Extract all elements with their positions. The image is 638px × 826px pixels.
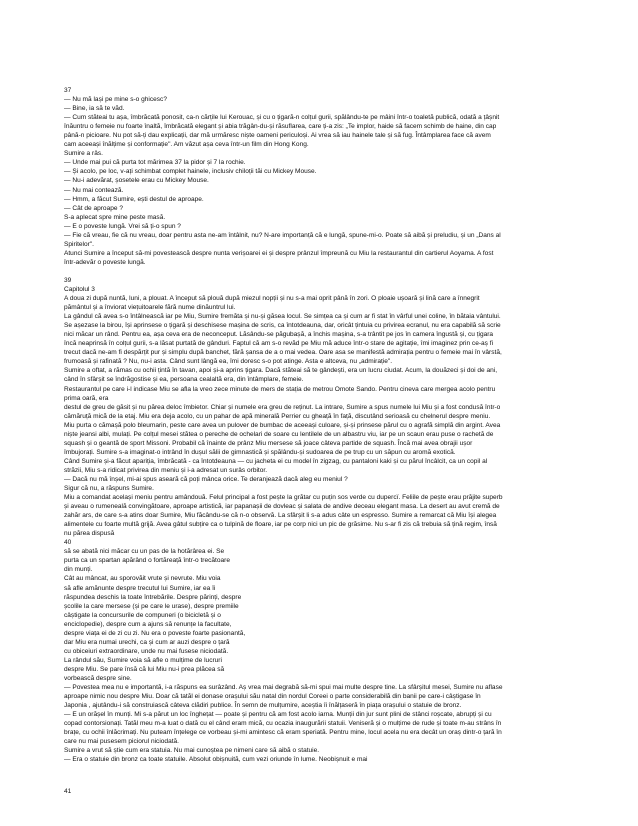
text-line: alimentele cu foarte multă grijă. Avea gâtul subțire ca o tulpină de floare, iar pe corp nici un pic de grăsime. Nu s-ar fi zis că trebuia să țină regim, însă [64,521,497,529]
text-line: — Unde mai pui că purta tot mărimea 37 la pidor și 7 la rochie. [64,159,246,167]
text-line: îmbujorați. Sumire s-a imaginat-o intrând în dușul sălii de gimnastică și spălându-și sudoarea de pe trup cu un săpun cu aromă exotică. [64,448,456,456]
text-line: nu părea dispusă [64,530,115,538]
text-line: Spiritelor". [64,240,94,248]
page-section-39 [64,276,578,765]
text-line: purta ca un spartan apărând o fortăreață într-o trecătoare [64,557,230,565]
text-line: dar Miu era numai urechi, ca și cum ar auzi despre o țară [64,638,230,646]
text-line: când în sfârșit se îndrăgostise și ea, persoana cealaltă era, din întâmplare, femeie. [64,376,304,384]
text-line: Atunci Sumire a început să-mi povestească despre nunta verișoarei ei și despre prânzul împreună cu Miu la restaurantul din cartierul Aoyama. A fost [64,249,494,257]
text-line: școlile la care mersese (și pe care le urase), despre premiile [64,602,239,610]
text-line: S-a aplecat spre mine peste masă. [64,213,166,221]
text-line: — Nu mă lași pe mine s-o ghicesc? [64,96,167,104]
text-line: răspundea deschis la toate întrebările. Despre părinți, despre [64,593,242,601]
text-line: din munți. [64,566,93,574]
page-section-37 [64,86,578,267]
text-line: — Bine, ia să te văd. [64,105,125,113]
page-number: 39 [64,276,72,284]
text-line: Sumire a vrut să știe cum era statuia. Nu mai cunoștea pe nimeni care să aibă o statuie. [64,747,320,755]
text-line: — Era o statuie din bronz ca toate statuile. Absolut obișnuită, cum vezi oriunde în lume. Neobișnuit e mai [64,756,368,764]
text-line: și aveau o rumeneală convingătoare, aproape artistică, iar papanașii de dovleac și salata de andive deceau elegant masa. La desert au avut cremă de [64,503,500,511]
text-line: într-adevăr o poveste lungă. [64,258,146,266]
text-line: Japonia , ajutându-i să construiască câteva clădiri publice. În semn de mulțumire, aceștia îi înălțaseră în piața orașului o statuie de bronz. [64,702,462,710]
text-line: trecut dacă ne-am fi despărțit pur și simplu după banchet, fără șansa de a o mai vedea. Oare asa se manifestă admirația pentru o femeie mai în vârstă, [64,349,502,357]
text-line: care nu mai pusesem piciorul niciodată. [64,738,179,746]
text-line: Sigur că nu, a răspuns Sumire. [64,485,154,493]
section-gap [64,267,578,276]
text-line: zahăr ars, de care s-a atins doar Sumire, Miu făcându-se că n-o observă. La sfârșit li s-a adus câte un espresso. Sumire a remarcat că Miu își alegea [64,512,497,520]
text-line: Când Sumire și-a făcut apariția, îmbrăcată - ca întotdeauna — cu jacheta ei cu model în zigzag, cu pantaloni kaki și cu părul încâlcit, ca un copil al [64,457,488,465]
text-line: vorbească despre sine. [64,675,132,682]
text-line: Sumire a oftat, a rămas cu ochii țintă în tavan, apoi și-a aprins țigara. Dacă stăteai să te gândești, era un lucru ciudat. Acum, la douăzeci și doi de ani, [64,367,498,375]
text-line: cu obiceiuri extraordinare, unde nu mai fusese niciodată. [64,647,229,655]
text-line: — Nu-i adevărat, șosetele erau cu Mickey Mouse. [64,177,209,185]
text-line: La gândul că avea s-o întâlnească iar pe Miu, Sumire fremăta și nu-și găsea locul. Se simțea ca și cum ar fi stat în vârful unei coline, în bătaia vântului. [64,313,501,321]
text-line: despre Miu. Se pare însă că lui Miu nu-i prea plăcea să [64,665,225,673]
text-line: squash și o geantă de sport Missoni. Probabil că înainte de prânz Miu mersese să joace câteva partide de squash. Încă mai avea obrajii ușor [64,439,473,447]
text-line: — Hmm, a făcut Sumire, ești destul de aproape. [64,195,204,203]
text-line: — Povestea mea nu e importantă, i-a răspuns ea surâzând. Aș vrea mai degrabă să-mi spui mai multe despre tine. La sfârșitul mesei, Sumire nu aflase [64,684,503,692]
footer-page-number: 41 [64,788,72,795]
text-line: să se abată nici măcar cu un pas de la hotărârea ei. Se [64,548,225,556]
text-line: înăuntru o femeie nu foarte înaltă, îmbrăcată elegant și abia trăgân-du-și răsuflarea, care ți-a zis: „Te implor, haide să facem schimb de haine, din cap [64,123,497,131]
text-line: brațe, cu ochii înlăcrimați. Nu puteam înțelege ce vorbeau și-mi amintesc că eram speriată. Pentru mine, locul acela nu era decât un oraș dintr-o țară în [64,729,502,737]
chapter-heading: Capitolul 3 [64,285,95,293]
text-line: 40 [64,539,72,547]
text-line: Restaurantul pe care i-l indicase Miu se afla la vreo zece minute de mers de stația de metrou Omote Sando. Pentru cineva care mergea acolo pentru [64,385,496,393]
text-line: Sumire a râs. [64,150,103,158]
text-line: Cât au mâncat, au sporovăit vrute și nevrute. Miu voia [64,575,221,583]
text-line: să afle amănunte despre trecutul lui Sumire, iar ea îi [64,584,216,592]
text-line: — Cum stăteai tu așa, îmbrăcată ponosit, ca-n cărțile lui Kerouac, și cu o țigară-n colțul gurii, spălându-te pe mâini într-o toaletă publică, odată a țâșnit [64,114,500,122]
text-line: câștigate la concursurile de compuneri (o bicicletă și o [64,611,221,619]
text-line: — Dacă nu mă înșel, mi-ai spus aseară că poți mânca orice. Te deranjează dacă aleg eu meniul ? [64,475,348,483]
text-line: Se așezase la birou, își aprinsese o țigară și deschisese mașina de scris, ca întotdeauna, dar, oricât țintuia cu privirea ecranul, nu era capabilă să scrie [64,322,501,330]
text-line: cam aceeași înălțime și conformație". Am văzut așa ceva într-un film din Hong Kong. [64,141,309,149]
text-line: cămăruță micã de la etaj. Miu era deja acolo, cu un pahar de apă minerală Perrier cu gheață în față, discutând serioasă cu chelnerul despre meniu. [64,412,491,420]
text-line: niște jeansi albi, mulați. Pe colțul mesei stătea o pereche de ochelari de soare cu lentilele de un albastru viu, iar pe un scaun erau puse o rachetă de [64,430,494,438]
text-line: La rândul său, Sumire voia să afle o mulțime de lucruri [64,656,222,664]
text-line: pământul și a înviorat viețuitoarele fără nume dinăuntrul lui. [64,304,236,312]
text-line: despre viața ei de zi cu zi. Nu era o poveste foarte pasionantă, [64,629,246,637]
text-line: — E o poveste lungă. Vrei să ți-o spun ? [64,222,181,230]
text-line: Miu a comandat același meniu pentru amândouă. Felul principal a fost pește la grătar cu puțin sos verde cu dupercï. Feliile de pește erau prăjite superb [64,494,503,502]
text-line: enciclopedie), despre cum a ajuns să renunțe la facultate, [64,620,232,628]
text-line: — Și acolo, pe loc, v-ați schimbat complet hainele, inclusiv chiloții tăi cu Mickey Mouse. [64,168,317,176]
text-line: — Fie că vreau, fie că nu vreau, doar pentru asta ne-am întâlnit, nu? N-are importanță că e lungă, spune-mi-o. Poate să aibă și preludiu, și un „Dans al [64,231,501,239]
text-line: prima oară, era [64,394,109,402]
text-line: destul de greu de găsit și nu părea deloc îmbietor. Chiar și numele era greu de reținut. La intrare, Sumire a spus numele lui Miu și a fost condusă într-o [64,403,501,411]
text-line: până-n picioare. Nu pot să-ți dau explicații, dar mă urmăresc niște oameni periculoși. Ai vrea să iau hainele tale și să fug. Întâmplarea face că avem [64,132,491,140]
page-number: 37 [64,87,72,94]
text-block [64,95,578,267]
text-line: A doua zi după nuntă, luni, a plouat. A început să plouă după miezul nopții și nu s-a mai oprit până în zori. O ploaie ușoară și lină care a înnegrit [64,295,480,303]
text-line: frumoasă și rafinată ? Nu, nu-i asta. Când sunt lângă ea, îmi doresc s-o pot atinge. Asta e altceva, nu „admirație". [64,358,393,366]
text-line: Miu purta o cămașă polo bleumarin, peste care avea un pulover de bumbac de aceeași culoare, și-și prinsese părul cu o agrafă simplă din argint. Avea [64,421,501,429]
text-line: aproape nimic nou despre Miu. Doar că tatăl ei donase orașului său natal din nordul Coreei o parte considerabilă din banii pe care-i câștigase în [64,693,481,701]
text-block [64,294,578,764]
text-line: copad contorsionați. Tatăl meu m-a luat o dată cu el când eram mică, cu ocazia inaugurării statuii. Veniseră și o mulțime de rude și toate m-au strâns în [64,720,502,728]
text-line: străzii, Miu s-a ridicat privirea din meniu și i-a adresat un surâs orbitor. [64,466,268,474]
text-line: nici măcar un rând. Pentru ea, așa ceva era de neconceput. Lăsându-se păgubașă, a închis mașina, s-a trântit pe jos în camera îngustă și, cu țigara [64,331,494,339]
text-line: încă neaprinsă în colțul gurii, s-a lăsat purtată de gânduri. Faptul că am s-o revăd pe Miu mă aduce într-o stare de agitație, îmi imaginez prin ce-aș fi [64,340,494,348]
text-line: — E un orășel în munți. Mi s-a părut un loc înghețat — poate și pentru că am fost acolo iarna. Munții din jur sunt plini de stânci roșcate, abrupți și cu [64,711,492,719]
text-line: — Cât de aproape ? [64,204,123,212]
text-line: — Nu mai contează. [64,186,124,194]
